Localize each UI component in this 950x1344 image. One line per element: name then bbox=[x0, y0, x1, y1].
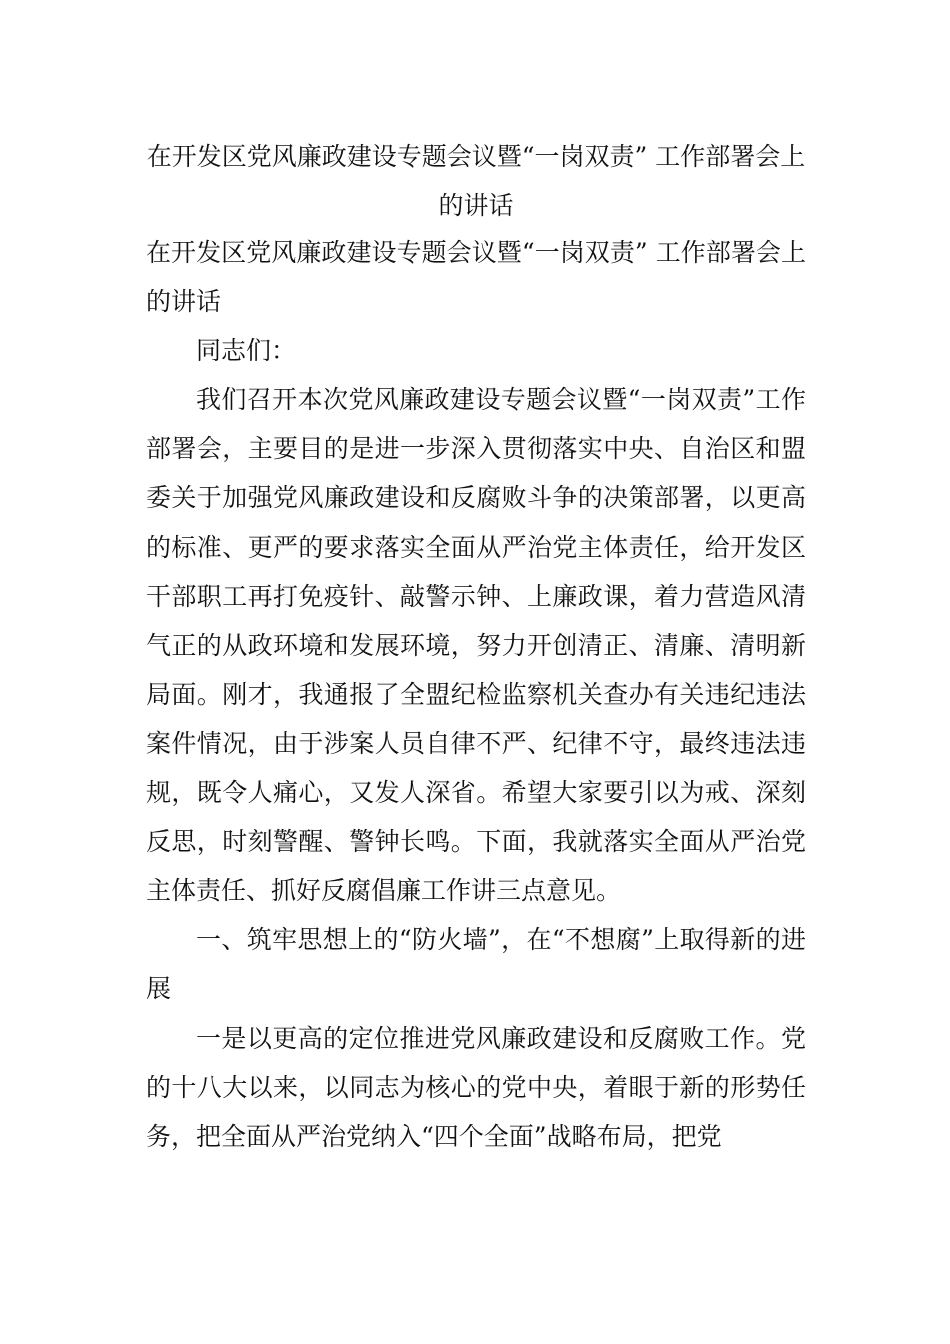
document-subtitle: 在开发区党风廉政建设专题会议暨“一岗双责” 工作部署会上的讲话 bbox=[146, 238, 806, 317]
document-title: 在开发区党风廉政建设专题会议暨“一岗双责” 工作部署会上的讲话 bbox=[146, 142, 806, 220]
section-heading-1: 一、筑牢思想上的“防火墙”，在“不想腐”上取得新的进展 bbox=[146, 925, 806, 1004]
paragraph-section-1: 一是以更高的定位推进党风廉政建设和反腐败工作。党的十八大以来，以同志为核心的党中央，着眼于新的形势任务，把全面从严治党纳入“四个全面”战略布局，把党 bbox=[146, 1023, 806, 1151]
salutation: 同志们： bbox=[196, 336, 297, 366]
paragraph-intro: 我们召开本次党风廉政建设专题会议暨“一岗双责”工作部署会，主要目的是进一步深入贯彻落实中央、自治区和盟委关于加强党风廉政建设和反腐败斗争的决策部署，以更高的标准、更严的要求落实全面从严治党主体责任，给开发区干部职工再打免疫针、敲警示钟、上廉政课，着力营造风清气正的从政环境和发展环境，努力开创清正、清廉、清明新局面。刚才，我通报了全盟纪检监察机关查办有关违纪违法案件情况，由于涉案人员自律不严、纪律不守，最终违法违规，既令人痛心，又发人深省。希望大家要引以为戒、深刻反思，时刻警醒、警钟长鸣。下面，我就落实全面从严治党主体责任、抓好反腐倡廉工作讲三点意见。 bbox=[146, 385, 806, 906]
document-body bbox=[146, 228, 806, 1161]
